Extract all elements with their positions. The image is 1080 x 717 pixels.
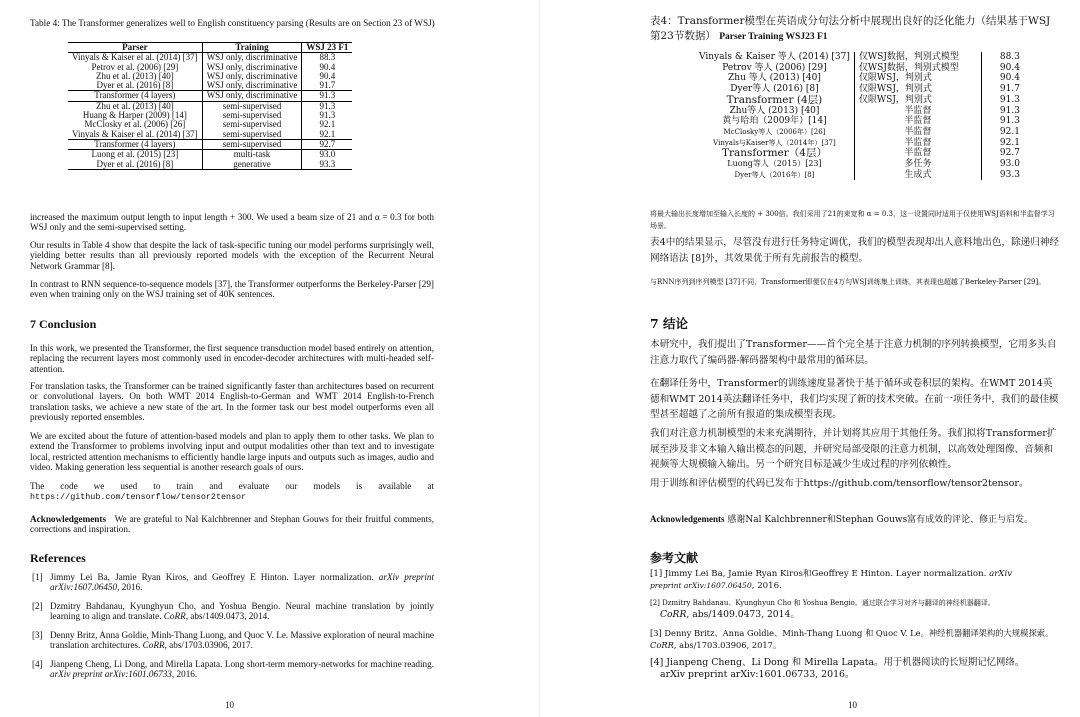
cell-f1: 93.3 — [319, 158, 336, 169]
cell-parser: Zhu et al. (2013) [40] — [68, 72, 202, 81]
zh-conclusion-heading: 7 结论 — [650, 316, 689, 331]
zh-cell-training: 生成式 — [854, 170, 981, 181]
zh-ref1-tail: , 2016. — [751, 581, 782, 591]
cell-training: semi-supervised — [202, 111, 302, 120]
reference-tail: , abs/1703.03906, 2017. — [164, 640, 253, 651]
ack-text: We are grateful to Nal Kalchbrenner and Stephan Gouws for their fruitful comments, corrections and inspiration. — [30, 514, 434, 535]
reference-item — [30, 601, 434, 622]
acknowledgements — [30, 514, 434, 535]
cell-parser: McClosky et al. (2006) [26] — [68, 120, 202, 129]
cell-f1: 91.3 — [319, 100, 336, 111]
zh-cell-f1: 91.7 — [999, 84, 1020, 95]
table-row — [68, 91, 352, 101]
zh-page-number: 10 — [848, 700, 857, 710]
zh-table-row — [695, 159, 1024, 170]
code-availability — [30, 481, 434, 503]
cell-training: WSJ only, discriminative — [202, 63, 302, 72]
zh-cell-parser: 黄与哈珀（2009年）[14] — [695, 116, 854, 127]
ack-heading: Acknowledgements — [30, 514, 107, 524]
cell-parser: Transformer (4 layers) — [68, 139, 202, 149]
zh-table-caption — [650, 14, 1060, 45]
zh-cell-training: 仅限WSJ，判别式 — [854, 84, 981, 95]
zh-reference-2 — [650, 597, 1060, 621]
zh-table-row — [695, 127, 1024, 138]
code-text: The code we used to train and evaluate our models is available at — [30, 481, 434, 491]
zh-code-availability: 用于训练和评估模型的代码已发布于https://github.com/tensorflow/tensor2tensor。 — [650, 478, 1029, 489]
zh-conclusion-paragraph-1: 本研究中，我们提出了Transformer——首个完全基于注意力机制的序列转换模型，它用多头自注意力取代了编码器-解码器架构中最常用的循环层。 — [650, 339, 1057, 366]
results-paragraph-2: Our results in Table 4 show that despite the lack of task-specific tuning our model performs surprisingly well, yielding better results than all previously reported models with the exception of the Recurrent Neural Network Grammar [8]. — [30, 240, 434, 271]
cell-f1: 91.7 — [319, 80, 336, 91]
zh-cell-training: 半监督 — [854, 138, 981, 149]
cell-training: generative — [202, 160, 302, 170]
cell-parser: Transformer (4 layers) — [68, 91, 202, 101]
zh-ref2-text: [2] Dzmitry Bahdanau、Kyunghyun Cho 和 Yoshua Bengio。通过联合学习对齐与翻译的神经机器翻译。 — [650, 599, 995, 607]
zh-table-row — [695, 95, 1024, 106]
zh-cell-f1: 93.0 — [999, 159, 1020, 170]
zh-reference-1 — [650, 568, 1060, 592]
reference-tail: , 2016. — [117, 582, 143, 593]
reference-venue: arXiv preprint arXiv:1601.06733 — [50, 669, 172, 680]
reference-tail: , 2016. — [171, 669, 198, 680]
zh-ref1-venue-cont: preprint arXiv:1607.06450 — [650, 581, 752, 590]
reference-text: Dzmitry Bahdanau, Kyunghyun Cho, and Yoshua Bengio. Neural machine translation by jointly learning to align and translate. — [50, 601, 434, 622]
zh-cell-f1: 91.3 — [999, 116, 1020, 127]
reference-venue: CoRR — [142, 640, 165, 651]
zh-cell-parser: Dyer等人 (2016) [8] — [695, 84, 854, 95]
reference-tail: , abs/1409.0473, 2014. — [185, 611, 270, 622]
zh-cell-parser: McClosky等人（2006年）[26] — [695, 127, 854, 138]
zh-table-row — [695, 116, 1024, 127]
zh-table-row — [695, 73, 1024, 84]
cell-training: semi-supervised — [202, 101, 302, 111]
reference-text: Jianpeng Cheng, Li Dong, and Mirella Lapata. Long short-term memory-networks for machine reading. — [50, 659, 434, 669]
zh-cell-training: 仅限WSJ，判别式 — [854, 73, 981, 84]
zh-cell-training: 仅WSJ数据，判别式模型 — [854, 52, 981, 63]
zh-cell-f1: 93.3 — [999, 169, 1020, 180]
zh-ref4-text: [4] Jianpeng Cheng、Li Dong 和 Mirella Lapata。用于机器阅读的长短期记忆网络。 — [650, 657, 1025, 668]
zh-cell-parser: Vinyals & Kaiser 等人 (2014) [37] — [695, 52, 854, 63]
table-body — [68, 53, 352, 170]
zh-cell-parser: Transformer (4层) — [695, 95, 854, 106]
cell-f1: 90.4 — [319, 70, 336, 81]
zh-cell-f1: 90.4 — [999, 62, 1020, 73]
cell-parser: Luong et al. (2015) [23] — [68, 150, 202, 160]
zh-cell-parser: Vinyals与Kaiser等人（2014年）[37] — [695, 138, 854, 149]
zh-caption-header: Parser Training WSJ23 F1 — [719, 32, 828, 42]
table-caption: Table 4: The Transformer generalizes well to English constituency parsing (Results are on Section 23 of WSJ) — [30, 18, 435, 28]
reference-venue: arXiv preprint arXiv:1607.06450 — [50, 572, 435, 593]
zh-table-row — [695, 52, 1024, 63]
col-header-training: Training — [202, 43, 302, 53]
zh-ref1-venue: arXiv — [989, 569, 1013, 579]
zh-cell-parser: Zhu 等人 (2013) [40] — [695, 73, 854, 84]
zh-results-paragraph-2: 表4中的结果显示，尽管没有进行任务特定调优，我们的模型表现却出人意料地出色，除递归神经网络语法 [8]外，其效果优于所有先前报告的模型。 — [650, 237, 1060, 264]
zh-results-paragraph-3: 与RNN序列到序列模型 [37]不同，Transformer即便仅在4万句WSJ训练集上训练，其表现也超越了Berkeley-Parser [29]。 — [650, 278, 1046, 286]
reference-number: [4] — [32, 659, 43, 669]
cell-f1: 90.4 — [319, 61, 336, 72]
cell-training: WSJ only, discriminative — [202, 91, 302, 101]
cell-parser: Dyer et al. (2016) [8] — [68, 81, 202, 91]
results-paragraph-1: increased the maximum output length to input length + 300. We used a beam size of 21 and α = 0.3 for both WSJ only and the semi-supervised setting. — [30, 212, 434, 233]
cell-f1: 91.3 — [319, 90, 336, 101]
cell-f1: 91.3 — [319, 110, 336, 121]
zh-ref3-text: [3] Denny Britz、Anna Goldie、Minh-Thang Luong 和 Quoc V. Le。神经机器翻译架构的大规模探索。 — [650, 628, 1054, 638]
cell-training: WSJ only, discriminative — [202, 72, 302, 81]
zh-cell-f1: 92.7 — [999, 148, 1020, 159]
reference-text: Denny Britz, Anna Goldie, Minh-Thang Luong, and Quoc V. Le. Massive exploration of neural machine translation architectures. — [50, 630, 434, 651]
conclusion-paragraph-3: We are excited about the future of attention-based models and plan to apply them to other tasks. We plan to extend the Transformer to problems involving input and output modalities other than text and to investigate local, restricted attention mechanisms to efficiently handle large inputs and outputs such as images, audio and video. Making generation less sequential is another research goals of ours. — [30, 431, 434, 473]
cell-training: semi-supervised — [202, 130, 302, 140]
page-number: 10 — [225, 700, 234, 710]
zh-cell-f1: 92.1 — [999, 137, 1020, 148]
zh-cell-f1: 90.4 — [999, 73, 1020, 84]
cell-parser: Dyer et al. (2016) [8] — [68, 160, 202, 170]
conclusion-paragraph-2: For translation tasks, the Transformer can be trained significantly faster than architectures based on recurrent or convolutional layers. On both WMT 2014 English-to-German and WMT 2014 English-to-French translation tasks, we achieve a new state of the art. In the former task our best model outperforms even all previously reported ensembles. — [30, 381, 434, 423]
cell-parser: Petrov et al. (2006) [29] — [68, 63, 202, 72]
reference-number: [2] — [32, 601, 43, 611]
zh-cell-f1: 88.3 — [999, 52, 1020, 62]
conclusion-paragraph-1: In this work, we presented the Transformer, the first sequence transduction model based entirely on attention, replacing the recurrent layers most commonly used in encoder-decoder architectures with multi-headed self-attention. — [30, 343, 434, 374]
zh-caption-text: 表4：Transformer模型在英语成分句法分析中展现出良好的泛化能力（结果基于WSJ第23节数据） — [650, 15, 1051, 42]
table-row — [68, 139, 352, 149]
zh-ref1-text: [1] Jimmy Lei Ba, Jamie Ryan Kiros和Geoffrey E Hinton. Layer normalization. — [650, 569, 987, 579]
cell-f1: 92.7 — [319, 138, 336, 149]
zh-table-body — [695, 52, 1024, 180]
zh-results-table — [695, 52, 1024, 180]
cell-f1: 92.1 — [319, 128, 336, 139]
zh-cell-parser: Transformer（4层） — [695, 148, 854, 159]
table-row — [68, 160, 352, 170]
zh-reference-3 — [650, 627, 1060, 651]
zh-cell-parser: Luong等人（2015）[23] — [695, 159, 854, 170]
zh-cell-f1: 91.3 — [999, 105, 1020, 116]
zh-ref3-tail: , abs/1703.03906, 2017。 — [673, 640, 782, 650]
zh-cell-parser: Dyer等人（2016年）[8] — [695, 170, 854, 181]
zh-table-row — [695, 170, 1024, 181]
zh-cell-training: 半监督 — [854, 116, 981, 127]
references-heading: References — [30, 551, 86, 565]
zh-cell-training: 仅限WSJ，判别式 — [854, 95, 981, 106]
col-header-f1: WSJ 23 F1 — [306, 42, 349, 52]
zh-cell-parser: Petrov 等人 (2006) [29] — [695, 63, 854, 74]
results-table — [68, 42, 352, 170]
zh-table-row — [695, 63, 1024, 74]
conclusion-heading: 7 Conclusion — [30, 317, 97, 331]
reference-item — [30, 572, 434, 593]
zh-ref2-venue: CoRR — [660, 609, 687, 620]
zh-cell-training: 半监督 — [854, 148, 981, 159]
zh-cell-training: 半监督 — [854, 106, 981, 117]
col-header-parser: Parser — [68, 43, 202, 53]
zh-cell-training: 仅WSJ数据，判别式模型 — [854, 63, 981, 74]
zh-table-row — [695, 106, 1024, 117]
zh-ref3-venue: CoRR — [650, 640, 674, 650]
reference-number: [3] — [32, 630, 43, 640]
cell-parser: Huang & Harper (2009) [14] — [68, 111, 202, 120]
zh-ref4-venue: arXiv preprint arXiv:1601.06733, 2016。 — [660, 669, 855, 680]
zh-acknowledgements — [650, 512, 1060, 527]
reference-item — [30, 659, 434, 680]
zh-cell-parser: Zhu等人 (2013) [40] — [695, 106, 854, 117]
cell-training: multi-task — [202, 150, 302, 160]
reference-text: Jimmy Lei Ba, Jamie Ryan Kiros, and Geoffrey E Hinton. Layer normalization. — [50, 572, 374, 582]
cell-training: semi-supervised — [202, 120, 302, 129]
code-link[interactable]: https://github.com/tensorflow/tensor2tensor — [30, 492, 247, 503]
zh-table-row — [695, 148, 1024, 159]
zh-conclusion-paragraph-2: 在翻译任务中，Transformer的训练速度显著快于基于循环或卷积层的架构。在WMT 2014英德和WMT 2014英法翻译任务中，我们均实现了新的技术突破。在前一项任务中，我们的最佳模型甚至超越了之前所有报道的集成模型表现。 — [650, 378, 1059, 420]
zh-results-paragraph-1: 将最大输出长度增加至输入长度的 + 300倍。我们采用了21的束宽和 α = 0.3，这一设置同时适用于仅使用WSJ语料和半监督学习场景。 — [650, 210, 1055, 230]
zh-references-heading: 参考文献 — [650, 551, 699, 565]
zh-reference-4 — [650, 657, 1060, 681]
cell-f1: 93.0 — [319, 149, 336, 160]
results-paragraph-3: In contrast to RNN sequence-to-sequence models [37], the Transformer outperforms the Berkeley-Parser [29] even when training only on the WSJ training set of 40K sentences. — [30, 279, 434, 300]
cell-training: WSJ only, discriminative — [202, 81, 302, 91]
cell-parser: Vinyals & Kaiser el al. (2014) [37] — [68, 130, 202, 140]
cell-training: WSJ only, discriminative — [202, 53, 302, 63]
reference-number: [1] — [32, 572, 43, 582]
cell-training: semi-supervised — [202, 139, 302, 149]
cell-parser: Zhu et al. (2013) [40] — [68, 101, 202, 111]
cell-f1: 92.1 — [319, 119, 336, 130]
cell-f1: 88.3 — [319, 52, 336, 63]
zh-cell-training: 半监督 — [854, 127, 981, 138]
zh-conclusion-paragraph-3: 我们对注意力机制模型的未来充满期待，并计划将其应用于其他任务。我们拟将Transformer扩展至涉及非文本输入输出模态的问题，并研究局部受限的注意力机制，以高效处理图像、音频和视频等大规模输入输出。另一个研究目标是减少生成过程的序列依赖性。 — [650, 428, 1057, 470]
zh-cell-f1: 91.3 — [999, 94, 1020, 105]
zh-ack-text: 感谢Nal Kalchbrenner和Stephan Gouws富有成效的评论、修正与启发。 — [727, 515, 1034, 525]
chinese-page — [540, 0, 1080, 717]
reference-item — [30, 630, 434, 651]
zh-ref2-tail: , abs/1409.0473, 2014。 — [686, 609, 800, 620]
table-row — [68, 130, 352, 140]
cell-parser: Vinyals & Kaiser el al. (2014) [37] — [68, 53, 202, 63]
zh-ack-heading: Acknowledgements — [650, 514, 725, 524]
zh-cell-f1: 92.1 — [999, 126, 1020, 137]
zh-cell-training: 多任务 — [854, 159, 981, 170]
reference-venue: CoRR — [163, 611, 186, 622]
